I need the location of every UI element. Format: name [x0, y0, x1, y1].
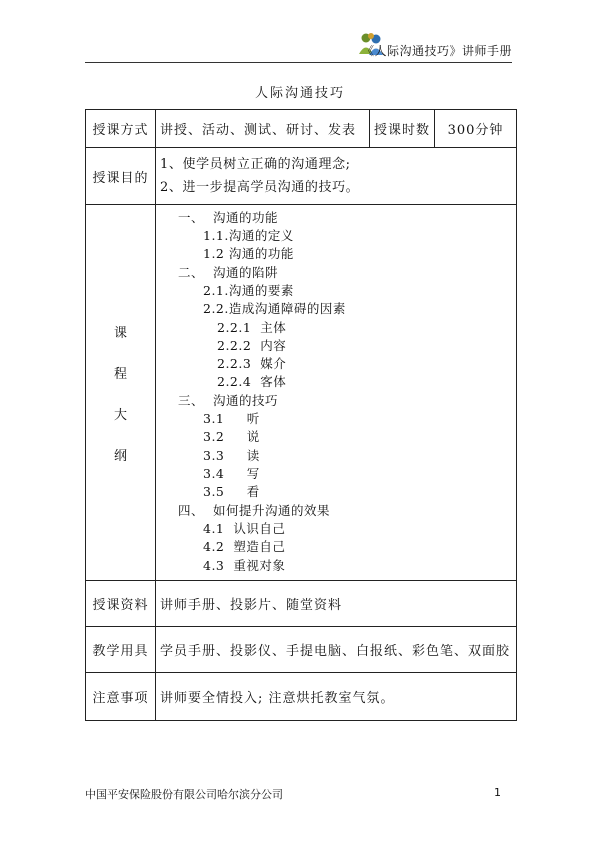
notes-row: [86, 673, 517, 721]
outline-item: 1.1.沟通的定义: [203, 227, 294, 243]
outline-item: 3.2 说: [203, 428, 260, 444]
outline-item: 一、 沟通的功能: [178, 209, 278, 225]
tools-label: 教学用具: [86, 627, 156, 673]
materials-value: 讲师手册、投影片、随堂资料: [156, 581, 517, 627]
outline-item: 三、 沟通的技巧: [178, 392, 278, 408]
outline-item: 2.2.造成沟通障碍的因素: [203, 300, 346, 316]
goal-item: 1、使学员树立正确的沟通理念;: [160, 157, 351, 172]
tools-value: 学员手册、投影仪、手提电脑、白报纸、彩色笔、双面胶: [156, 627, 517, 673]
outline-item: 4.3 重视对象: [203, 557, 286, 573]
outline-item: 2.1.沟通的要素: [203, 282, 294, 298]
outline-row: [86, 205, 517, 581]
materials-row: [86, 581, 517, 627]
outline-item: 4.2 塑造自己: [203, 538, 286, 554]
hours-label: 授课时数: [370, 110, 435, 148]
outline-item: 4.1 认识自己: [203, 520, 286, 536]
method-value: 讲授、活动、测试、研讨、发表: [156, 110, 370, 148]
outline-item: 二、 沟通的陷阱: [178, 264, 278, 280]
outline-label-char: 程: [113, 366, 127, 382]
outline-item: 2.2.1 主体: [217, 319, 287, 335]
method-label: 授课方式: [86, 110, 156, 148]
outline-item: 3.4 写: [203, 465, 260, 481]
hours-value: 300分钟: [435, 110, 517, 148]
outline-item: 2.2.3 媒介: [217, 355, 287, 371]
page-header: [85, 30, 512, 63]
outline-label: [86, 205, 156, 581]
outline-item: 3.1 听: [203, 410, 260, 426]
outline-cell: [156, 205, 517, 581]
document-title: 人际沟通技巧: [254, 86, 345, 101]
tools-row: [86, 627, 517, 673]
goals-row: [86, 148, 517, 205]
outline-item: 四、 如何提升沟通的效果: [178, 502, 330, 518]
goal-item: 2、进一步提高学员沟通的技巧。: [160, 180, 360, 195]
notes-label: 注意事项: [86, 673, 156, 721]
outline-item: 3.5 看: [203, 483, 260, 499]
method-row: [86, 110, 517, 148]
goals-cell: [156, 148, 517, 205]
outline-item: 2.2.4 客体: [217, 373, 287, 389]
course-table: [85, 109, 517, 721]
header-title: 《人际沟通技巧》讲师手册: [361, 44, 512, 58]
materials-label: 授课资料: [86, 581, 156, 627]
footer-company: 中国平安保险股份有限公司哈尔滨分公司: [85, 788, 283, 801]
outline-label-char: 课: [113, 325, 127, 341]
outline-label-char: 纲: [113, 448, 127, 464]
outline-item: 1.2 沟通的功能: [203, 245, 294, 261]
outline-item: 3.3 读: [203, 447, 260, 463]
page-number: 1: [494, 786, 501, 799]
outline-label-char: 大: [113, 407, 127, 423]
goals-label: 授课目的: [86, 148, 156, 205]
outline-item: 2.2.2 内容: [217, 337, 287, 353]
notes-value: 讲师要全情投入; 注意烘托教室气氛。: [156, 673, 517, 721]
